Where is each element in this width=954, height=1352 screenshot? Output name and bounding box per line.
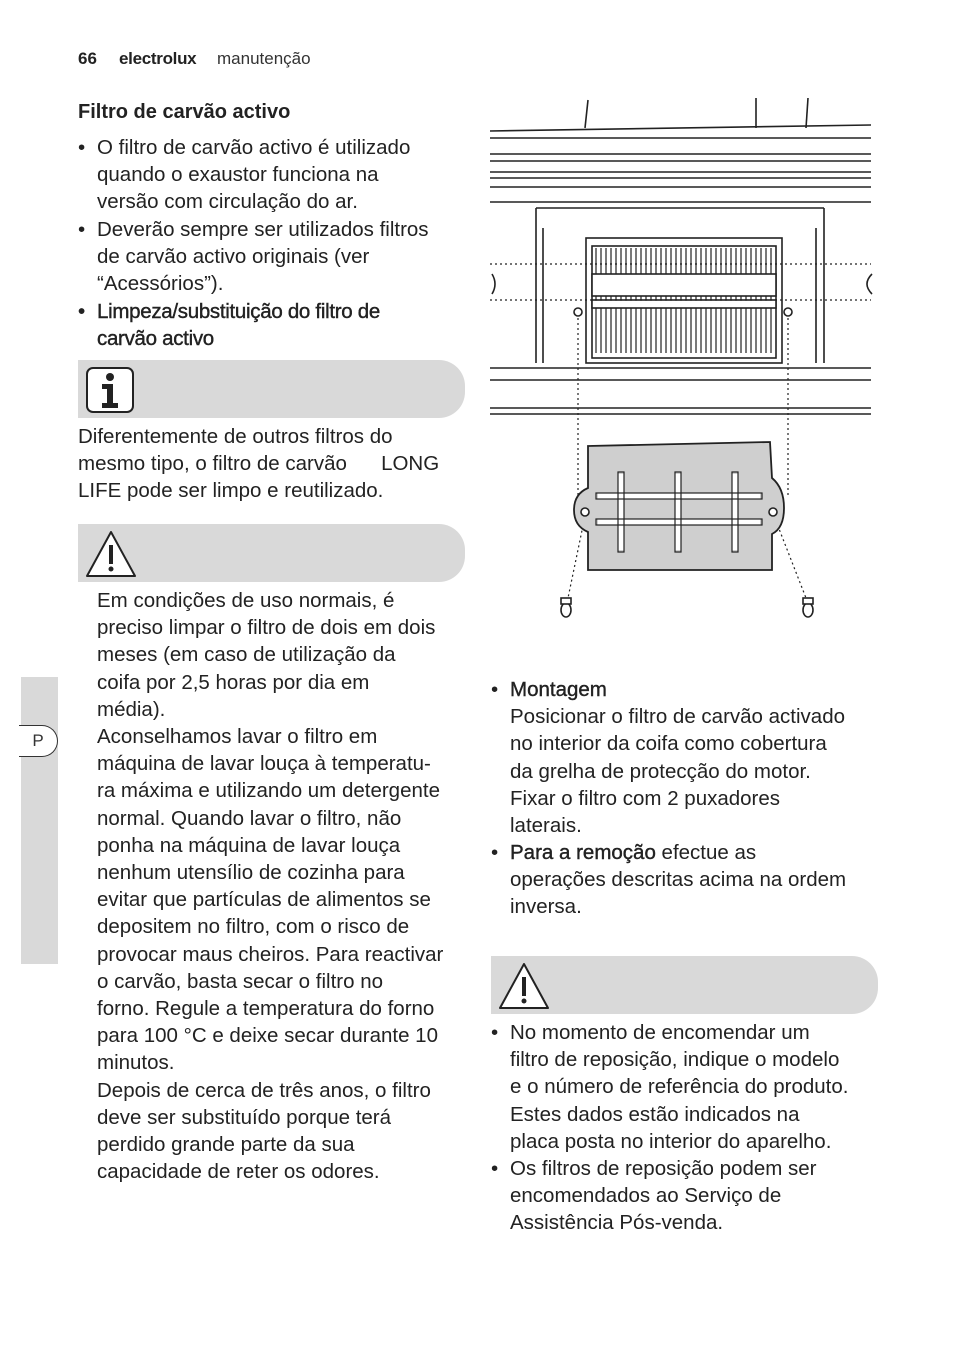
text-line: provocar maus cheiros. Para reactivar <box>97 942 444 966</box>
bullet-dot: • <box>491 841 499 864</box>
text-line: Aconselhamos lavar o filtro em <box>97 725 378 749</box>
text-line: capacidade de reter os odores. <box>97 1160 380 1184</box>
text-line: máquina de lavar louça à temperatu- <box>97 752 431 776</box>
text-line: e o número de referência do produto. <box>510 1075 849 1099</box>
text-line: da grelha de protecção do motor. <box>510 759 811 783</box>
text-line: mesmo tipo, o filtro de carvão LONG <box>78 452 440 476</box>
text-line: “Acessórios”). <box>97 272 224 296</box>
bullet-dot: • <box>491 1157 499 1180</box>
bullet-dot: • <box>78 136 86 159</box>
text-line: Fixar o filtro com 2 puxadores <box>510 786 781 810</box>
warning-box <box>78 524 465 582</box>
warning-text <box>97 587 477 1185</box>
text-line: Os filtros de reposição podem ser <box>510 1157 817 1180</box>
text-line: O filtro de carvão activo é utilizado <box>97 136 411 159</box>
section-title: Filtro de carvão activo <box>78 101 291 123</box>
text-line: Assistência Pós-venda. <box>510 1211 724 1235</box>
info-box <box>78 360 465 418</box>
text-line: Deverão sempre ser utilizados filtros <box>97 218 429 241</box>
text-line: carvão activo <box>97 327 214 351</box>
text-line: evitar que partículas de alimentos se <box>97 888 431 912</box>
text-line: Em condições de uso normais, é <box>97 589 395 612</box>
text-line: No momento de encomendar um <box>510 1021 810 1044</box>
text-line: coifa por 2,5 horas por dia em <box>97 670 370 694</box>
text-line <box>510 839 846 866</box>
text-line: quando o exaustor funciona na <box>97 163 379 187</box>
bullet-dot: • <box>491 678 499 701</box>
text-line: operações descritas acima na ordem <box>510 868 847 892</box>
text-line: depositem no filtro, com o risco de <box>97 915 410 939</box>
text-line: encomendados ao Serviço de <box>510 1184 782 1208</box>
section-name: manutenção <box>217 49 311 68</box>
text-line: de carvão activo originais (ver <box>97 245 370 269</box>
text-line: Depois de cerca de três anos, o filtro <box>97 1078 431 1102</box>
text-line: forno. Regule a temperatura do forno <box>97 997 435 1021</box>
text-line: LIFE pode ser limpo e reutilizado. <box>78 479 384 503</box>
bullet-dot: • <box>78 300 85 323</box>
page-number: 66 <box>78 49 97 68</box>
remocao-label: Para a remoção <box>510 841 656 864</box>
text-line: inversa. <box>510 895 582 919</box>
text-line: normal. Quando lavar o filtro, não <box>97 806 402 830</box>
filter-installation-diagram <box>488 98 874 628</box>
text-line: perdido grande parte da sua <box>97 1133 355 1157</box>
warning-triangle-icon <box>82 526 142 586</box>
text-line: para 100 °C e deixe secar durante 10 <box>97 1024 438 1048</box>
bullet-dot: • <box>78 218 86 241</box>
side-tab-bar <box>21 677 58 964</box>
text-line: meses (em caso de utilização da <box>97 643 396 667</box>
text-line: versão com circulação do ar. <box>97 190 358 214</box>
text-line: no interior da coifa como cobertura <box>510 732 827 756</box>
text-line: preciso limpar o filtro de dois em dois <box>97 616 436 640</box>
text-line: o carvão, basta secar o filtro no <box>97 969 384 993</box>
warning-box <box>491 956 878 1014</box>
text-line: placa posta no interior do aparelho. <box>510 1129 832 1153</box>
warning-triangle-icon <box>495 958 555 1018</box>
text-line: Limpeza/substituição do filtro de <box>97 300 380 323</box>
text-line: filtro de reposição, indique o modelo <box>510 1048 840 1072</box>
bullet-dot: • <box>491 1021 499 1044</box>
text-line: ra máxima e utilizando um detergente <box>97 779 440 803</box>
text-line: Diferentemente de outros filtros do <box>78 425 393 448</box>
info-icon <box>82 362 142 422</box>
info-text <box>78 423 468 505</box>
text-line: média). <box>97 697 166 721</box>
language-tab: P <box>19 725 58 757</box>
montagem-label: Montagem <box>510 678 607 701</box>
brand-name: electrolux <box>119 49 197 68</box>
text-line: minutos. <box>97 1051 175 1075</box>
text-line: Posicionar o filtro de carvão activado <box>510 705 846 729</box>
text-line: laterais. <box>510 814 582 838</box>
text-line: deve ser substituído porque terá <box>97 1105 392 1129</box>
text-line: nenhum utensílio de cozinha para <box>97 861 405 885</box>
text-line: ponha na máquina de lavar louça <box>97 833 401 857</box>
remocao-rest: efectue as <box>655 841 757 864</box>
text-line: Estes dados estão indicados na <box>510 1102 800 1126</box>
